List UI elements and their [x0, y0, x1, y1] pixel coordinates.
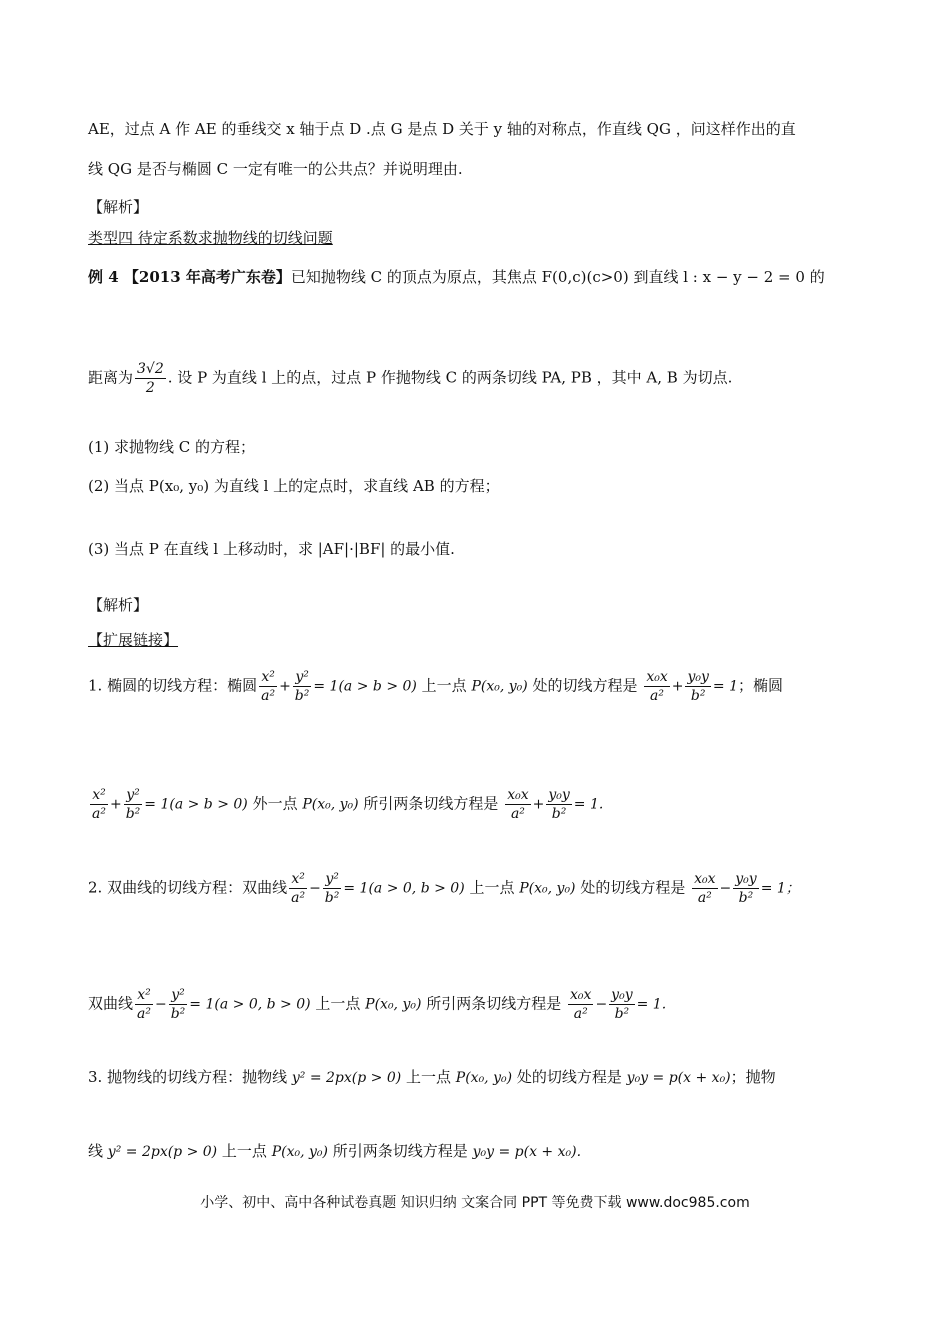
section-analysis-1: 【解析】 [88, 198, 149, 216]
question-1: (1) 求抛物线 C 的方程； [88, 438, 256, 456]
example-4-source: 例 4 【2013 年高考广东卷】 [88, 268, 291, 286]
ext-hyperbola-2: 双曲线 $\frac{\text{x²}}{\text{a²}}$ − $\frac{\text{y²}}{\text{b²}}$ = 1(a > 0, b > 0) 上一点 P(x₀, y₀) 所引两条切线方程是 $\frac{\text{x₀x}}{\text{a²}}$ − $\frac{\text{y₀y}}{\text{b²}}$ = 1. [88, 987, 667, 1022]
distance-label: 距离为 [88, 368, 134, 387]
section-extension: 【扩展链接】 [88, 631, 179, 649]
example-4-text: 已知抛物线 C 的顶点为原点，其焦点 F(0,c)(c>0) 到直线 l : x − y − 2 = 0 的 [290, 268, 825, 286]
distance-rest: . 设 P 为直线 l 上的点，过点 P 作抛物线 C 的两条切线 PA, PB ，其中 A, B 为切点. [167, 368, 733, 387]
section-type-4: 类型四 待定系数求抛物线的切线问题 [88, 229, 333, 247]
text-line-distance [88, 360, 732, 397]
ext-ellipse-2: $\frac{\text{x²}}{\text{a²}}$ + $\frac{\text{y²}}{\text{b²}}$ = 1(a > b > 0) 外一点 P(x₀, y₀) 所引两条切线方程是 $\frac{\text{x₀x}}{\text{a²}}$ + $\frac{\text{y₀y}}{\text{b²}}$ = 1. [92, 787, 604, 822]
ext-parabola-1: 3. 抛物线的切线方程：抛物线 y² = 2px(p > 0) 上一点 P(x₀, y₀) 处的切线方程是 y₀y = p(x + x₀)；抛物 [88, 1068, 776, 1086]
text-line-2: 线 QG 是否与椭圆 C 一定有唯一的公共点？并说明理由. [88, 160, 463, 178]
distance-fraction: $\frac{3√2}{2}$ [137, 361, 164, 396]
page-footer: 小学、初中、高中各种试卷真题 知识归纳 文案合同 PPT 等免费下载 www.doc985.com [200, 1195, 750, 1211]
ext-parabola-2: 线 y² = 2px(p > 0) 上一点 P(x₀, y₀) 所引两条切线方程是 y₀y = p(x + x₀). [88, 1142, 582, 1160]
ext-hyperbola-1: 2. 双曲线的切线方程：双曲线 $\frac{\text{x²}}{\text{a²}}$ − $\frac{\text{y²}}{\text{b²}}$ = 1(a > 0, b > 0) 上一点 P(x₀, y₀) 处的切线方程是 $\frac{\text{x₀x}}{\text{a²}}$ − $\frac{\text{y₀y}}{\text{b²}}$ = 1； [88, 871, 800, 906]
ext-ellipse-1: 1. 椭圆的切线方程：椭圆 $\frac{\text{x²}}{\text{a²}}$ + $\frac{\text{y²}}{\text{b²}}$ = 1(a > b > 0) 上一点 P(x₀, y₀) 处的切线方程是 $\frac{\text{x₀x}}{\text{a²}}$ + $\frac{\text{y₀y}}{\text{b²}}$ = 1；椭圆 [88, 669, 783, 704]
question-3: (3) 当点 P 在直线 l 上移动时，求 |AF|·|BF| 的最小值. [88, 540, 455, 558]
example-4-heading [88, 266, 825, 288]
question-2: (2) 当点 P(x₀, y₀) 为直线 l 上的定点时，求直线 AB 的方程； [88, 477, 500, 495]
text-line-1: AE，过点 A 作 AE 的垂线交 x 轴于点 D .点 G 是点 D 关于 y 轴的对称点，作直线 QG ，问这样作出的直 [88, 120, 796, 138]
section-analysis-2: 【解析】 [88, 596, 149, 614]
